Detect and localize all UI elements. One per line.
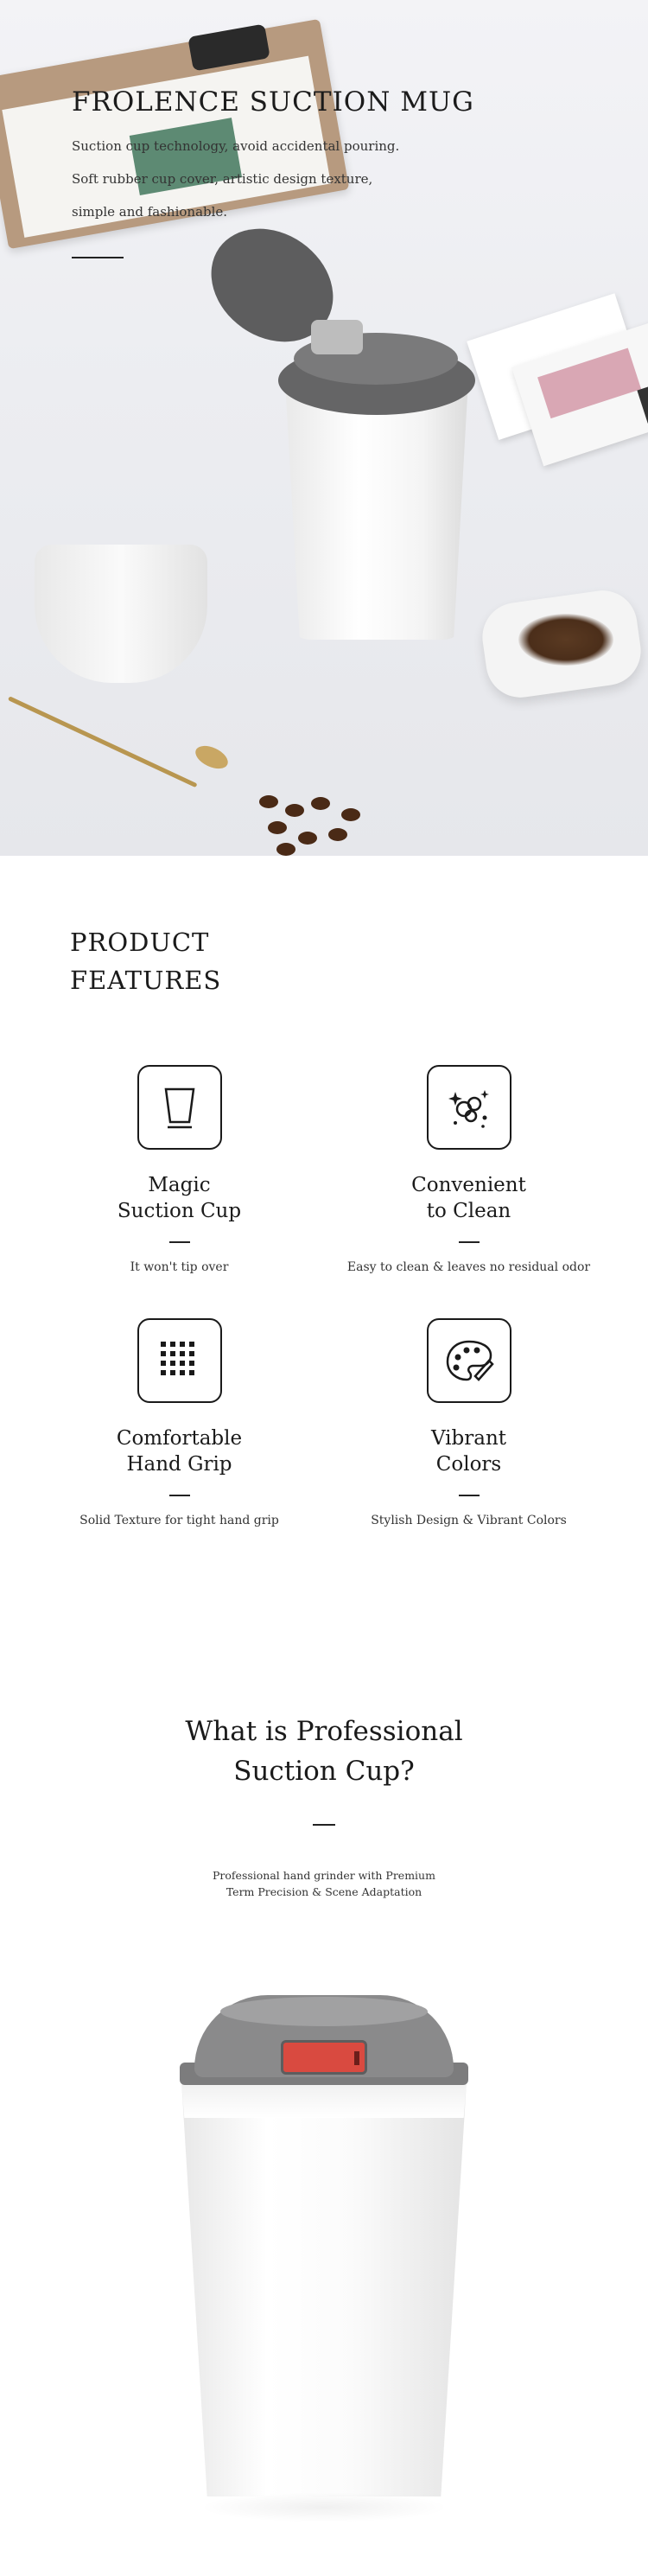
hero-title: FROLENCE SUCTION MUG: [72, 86, 474, 118]
feature-title-line: Hand Grip: [126, 1453, 232, 1476]
feature-vibrant-colors: [307, 1318, 631, 1527]
feature-convenient-to-clean: [307, 1065, 631, 1274]
section-title-line: Suction Cup?: [233, 1756, 415, 1787]
feature-divider: [169, 1241, 190, 1243]
section-desc-line: Term Precision & Scene Adaptation: [226, 1885, 422, 1898]
product-features-section: [0, 856, 648, 1703]
mug-hinge-image: [311, 320, 363, 354]
hero-banner: [0, 0, 648, 856]
grip-dots-icon: [137, 1318, 222, 1403]
palette-icon: [427, 1318, 511, 1403]
feature-magic-suction-cup: [17, 1065, 341, 1274]
section-description: [0, 1867, 648, 1900]
feature-title-line: Comfortable: [116, 1427, 243, 1450]
hero-desc-line: simple and fashionable.: [72, 204, 228, 220]
professional-suction-cup-section: [0, 1703, 648, 2576]
mug-lid-top: [220, 1997, 428, 2026]
coffee-bean: [311, 797, 330, 810]
section-desc-line: Professional hand grinder with Premium: [213, 1869, 435, 1882]
feature-divider: [169, 1495, 190, 1496]
section-title: [0, 1712, 648, 1791]
feature-title: [17, 1425, 341, 1477]
feature-title-line: Vibrant: [430, 1427, 507, 1450]
mug-body: [181, 2082, 467, 2496]
feature-divider: [459, 1495, 480, 1496]
feature-divider: [459, 1241, 480, 1243]
cup-icon: [137, 1065, 222, 1150]
coffee-bean: [268, 821, 287, 834]
feature-title-line: Magic: [148, 1174, 211, 1196]
mug-photo: [285, 380, 468, 640]
mug-product-image: [173, 1995, 475, 2522]
spoon-bowl-image: [192, 742, 232, 774]
hero-desc-line: Suction cup technology, avoid accidental pouring.: [72, 138, 400, 154]
lid-slider-button: [281, 2040, 367, 2075]
feature-title-line: Convenient: [411, 1174, 526, 1196]
coffee-bean: [298, 832, 317, 845]
feature-subtitle: Stylish Design & Vibrant Colors: [371, 1514, 567, 1527]
feature-comfortable-hand-grip: [17, 1318, 341, 1527]
feature-subtitle: Easy to clean & leaves no residual odor: [346, 1260, 591, 1274]
coffee-grounds-image: [518, 614, 613, 666]
coffee-bean: [285, 804, 304, 817]
sparkle-icon: [427, 1065, 511, 1150]
section-divider: [313, 1824, 335, 1826]
features-heading: [70, 923, 221, 999]
hero-desc-line: Soft rubber cup cover, artistic design texture,: [72, 171, 373, 187]
hero-description: [72, 130, 486, 228]
coffee-bean: [276, 843, 295, 856]
feature-title: [307, 1172, 631, 1224]
milk-pitcher-image: [35, 545, 207, 683]
feature-title-line: to Clean: [426, 1200, 511, 1222]
mug-shadow: [199, 2492, 449, 2522]
spoon-image: [8, 696, 198, 787]
features-heading-line: FEATURES: [70, 966, 222, 995]
coffee-bean: [341, 808, 360, 821]
hero-divider: [72, 257, 124, 258]
feature-title: [17, 1172, 341, 1224]
mug-band: [181, 2082, 467, 2118]
coffee-bean: [328, 828, 347, 841]
postcards-image: [467, 288, 648, 473]
feature-title-line: Colors: [435, 1453, 502, 1476]
coffee-bean: [259, 795, 278, 808]
features-heading-line: PRODUCT: [70, 928, 210, 957]
feature-title-line: Suction Cup: [117, 1200, 242, 1222]
section-title-line: What is Professional: [185, 1716, 463, 1747]
feature-subtitle: Solid Texture for tight hand grip: [79, 1514, 279, 1527]
feature-subtitle: It won't tip over: [130, 1260, 229, 1274]
feature-title: [307, 1425, 631, 1477]
